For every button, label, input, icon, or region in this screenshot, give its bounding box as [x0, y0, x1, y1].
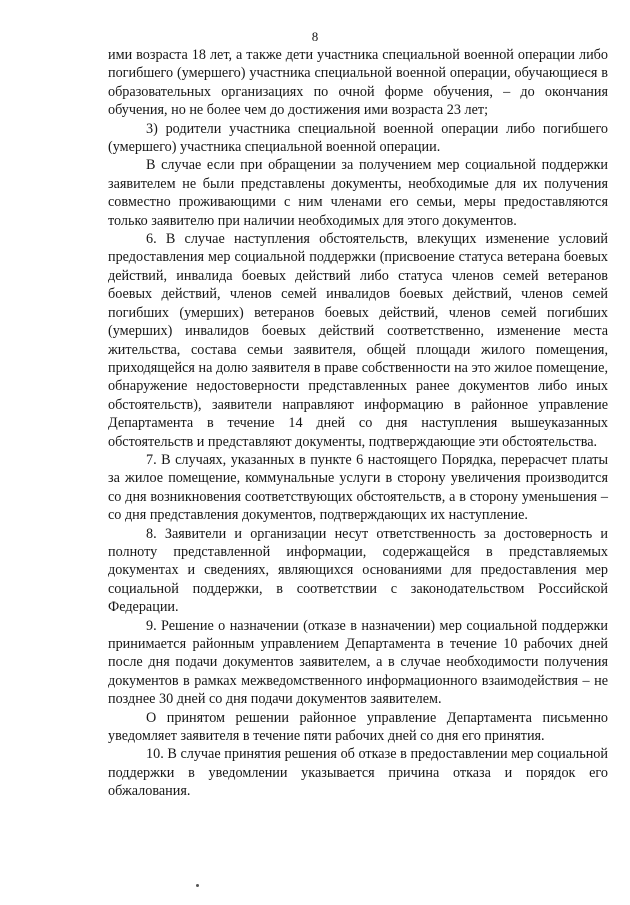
- paragraph-6: 6. В случае наступления обстоятельств, влекущих изменение условий предоставления мер социальной поддержки (присвоение статуса ветерана боевых действий, инвалида боевых действий либо статуса членов семей ветеранов боевых действий, членов семей инвалидов боевых действий, членов семей погибших (умерших) ветеранов боевых действий, членов семей погибших (умерших) инвалидов боевых действий соответственно, изменение места жительства, состава семьи заявителя, общей площади жилого помещения, приходящейся на долю заявителя в праве собственности на это жилое помещение, обнаружение недостоверности представленных ранее документов либо иных обстоятельств), заявители направляют информацию в районное управление Департамента в течение 14 дней со дня наступления вышеуказанных обстоятельств и представляют документы, подтверждающие эти обстоятельства.: [108, 231, 608, 450]
- paragraph-decision-notice: О принятом решении районное управление Департамента письменно уведомляет заявителя в течение пяти рабочих дней со дня его принятия.: [108, 709, 608, 745]
- paragraph-8: 8. Заявители и организации несут ответственность за достоверность и полноту представленной информации, содержащейся в представляемых документах и сведениях, являющихся основаниями для предоставления мер социальной поддержки, в соответствии с законодательством Российской Федерации.: [108, 525, 608, 616]
- paragraph-9: 9. Решение о назначении (отказе в назначении) мер социальной поддержки принимается районным управлением Департамента в течение 10 рабочих дней после дня подачи документов заявителем, а в случае необходимости получения документов в рамках межведомственного информационного взаимодействия – не позднее 30 дней со дня подачи документов заявителем.: [108, 617, 608, 708]
- page-number: 8: [311, 29, 319, 44]
- paragraph-7: 7. В случаях, указанных в пункте 6 настоящего Порядка, перерасчет платы за жилое помещение, коммунальные услуги в сторону увеличения производится со дня возникновения соответствующих обстоятельств, а в сторону уменьшения – со дня представления документов, подтверждающих их наступление.: [108, 451, 608, 524]
- scan-speck: [196, 884, 199, 887]
- paragraph-10: 10. В случае принятия решения об отказе в предоставлении мер социальной поддержки в уведомлении указывается причина отказа и порядок его обжалования.: [108, 746, 608, 800]
- paragraph-item-3: 3) родители участника специальной военной операции либо погибшего (умершего) участника специальной военной операции.: [108, 120, 608, 156]
- paragraph-missing-documents: В случае если при обращении за получением мер социальной поддержки заявителем не были представлены документы, необходимые для их получения совместно проживающими с ним членами его семьи, меры предоставляются только заявителю при наличии необходимых для этого документов.: [108, 157, 608, 229]
- paragraph-continuation: ими возраста 18 лет, а также дети участника специальной военной операции либо погибшего (умершего) участника специальной военной операции, обучающиеся в образовательных организациях по очной форме обучения, – до окончания обучения, но не более чем до достижения ими возраста 23 лет;: [108, 47, 608, 119]
- document-body: [108, 46, 608, 801]
